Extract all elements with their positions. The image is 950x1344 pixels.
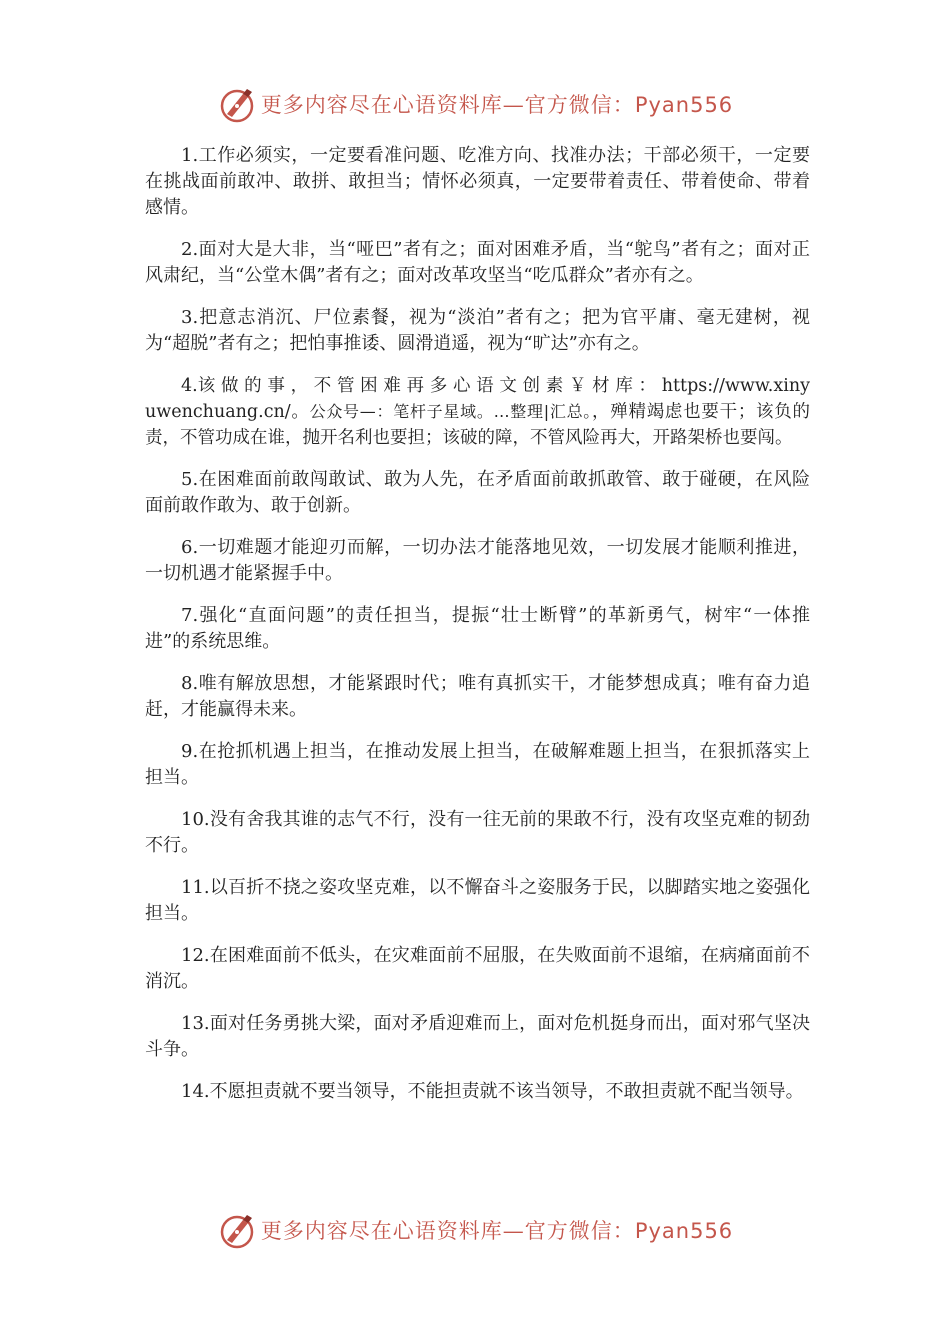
paragraph-1: 1.工作必须实，一定要看准问题、吃准方向、找准办法；干部必须干，一定要在挑战面前敢冲、敢拼、敢担当；情怀必须真，一定要带着责任、带着使命、带着感情。 (145, 145, 810, 218)
paragraph-11: 11.以百折不挠之姿攻坚克难，以不懈奋斗之姿服务于民，以脚踏实地之姿强化担当。 (145, 877, 810, 924)
paragraph-12: 12.在困难面前不低头，在灾难面前不屈服，在失败面前不退缩，在病痛面前不消沉。 (145, 945, 810, 992)
document-body (145, 143, 810, 1121)
inline-watermark-text: 公众号—：笔杆子星域。…整理|汇总。 (309, 402, 593, 421)
pen-nib-logo-icon (217, 1210, 257, 1250)
banner-text: 更多内容尽在心语资料库—官方微信：Pyan556 (260, 1219, 734, 1243)
wechat-id: Pyan556 (634, 93, 734, 117)
paragraph-14: 14.不愿担责就不要当领导，不能担责就不该当领导，不敢担责就不配当领导。 (181, 1081, 804, 1102)
paragraph-6: 6.一切难题才能迎刃而解，一切办法才能落地见效，一切发展才能顺利推进，一切机遇才能紧握手中。 (145, 537, 810, 584)
paragraph-9: 9.在抢抓机遇上担当，在推动发展上担当，在破解难题上担当，在狠抓落实上担当。 (145, 741, 810, 788)
paragraph-5: 5.在困难面前敢闯敢试、敢为人先，在矛盾面前敢抓敢管、敢于碰硬，在风险面前敢作敢为、敢于创新。 (145, 469, 810, 516)
banner-text: 更多内容尽在心语资料库—官方微信：Pyan556 (260, 93, 734, 117)
footer-banner (0, 1208, 950, 1252)
wechat-id: Pyan556 (634, 1219, 734, 1243)
paragraph-7: 7.强化“直面问题”的责任担当，提振“壮士断臂”的革新勇气，树牢“一体推进”的系统思维。 (145, 605, 810, 652)
paragraph-13: 13.面对任务勇挑大梁，面对矛盾迎难而上，面对危机挺身而出，面对邪气坚决斗争。 (145, 1013, 810, 1060)
paragraph-2: 2.面对大是大非，当“哑巴”者有之；面对困难矛盾，当“鸵鸟”者有之；面对正风肃纪，当“公堂木偶”者有之；面对改革攻坚当“吃瓜群众”者亦有之。 (145, 239, 810, 286)
paragraph-4: 4.该 做 的 事 ， 不 管 困 难 再 多 心 语 文 创 素 ￥ 材 库 ： https://www.xinyuwenchuang.cn/。公众号—：笔杆子星域。…整理|汇总。，殚精竭虑也要干；该负的责，不管功成在谁，抛开名利也要担；该破的障，不管风险再大，开路架桥也要闯。 (145, 376, 810, 448)
pen-nib-logo-icon (217, 84, 257, 124)
header-banner (0, 82, 950, 126)
paragraph-10: 10.没有舍我其谁的志气不行，没有一往无前的果敢不行，没有攻坚克难的韧劲不行。 (145, 809, 810, 856)
paragraph-8: 8.唯有解放思想，才能紧跟时代；唯有真抓实干，才能梦想成真；唯有奋力追赶，才能赢得未来。 (145, 673, 810, 720)
paragraph-3: 3.把意志消沉、尸位素餐，视为“淡泊”者有之；把为官平庸、毫无建树，视为“超脱”者有之；把怕事推诿、圆滑逍遥，视为“旷达”亦有之。 (145, 307, 810, 354)
